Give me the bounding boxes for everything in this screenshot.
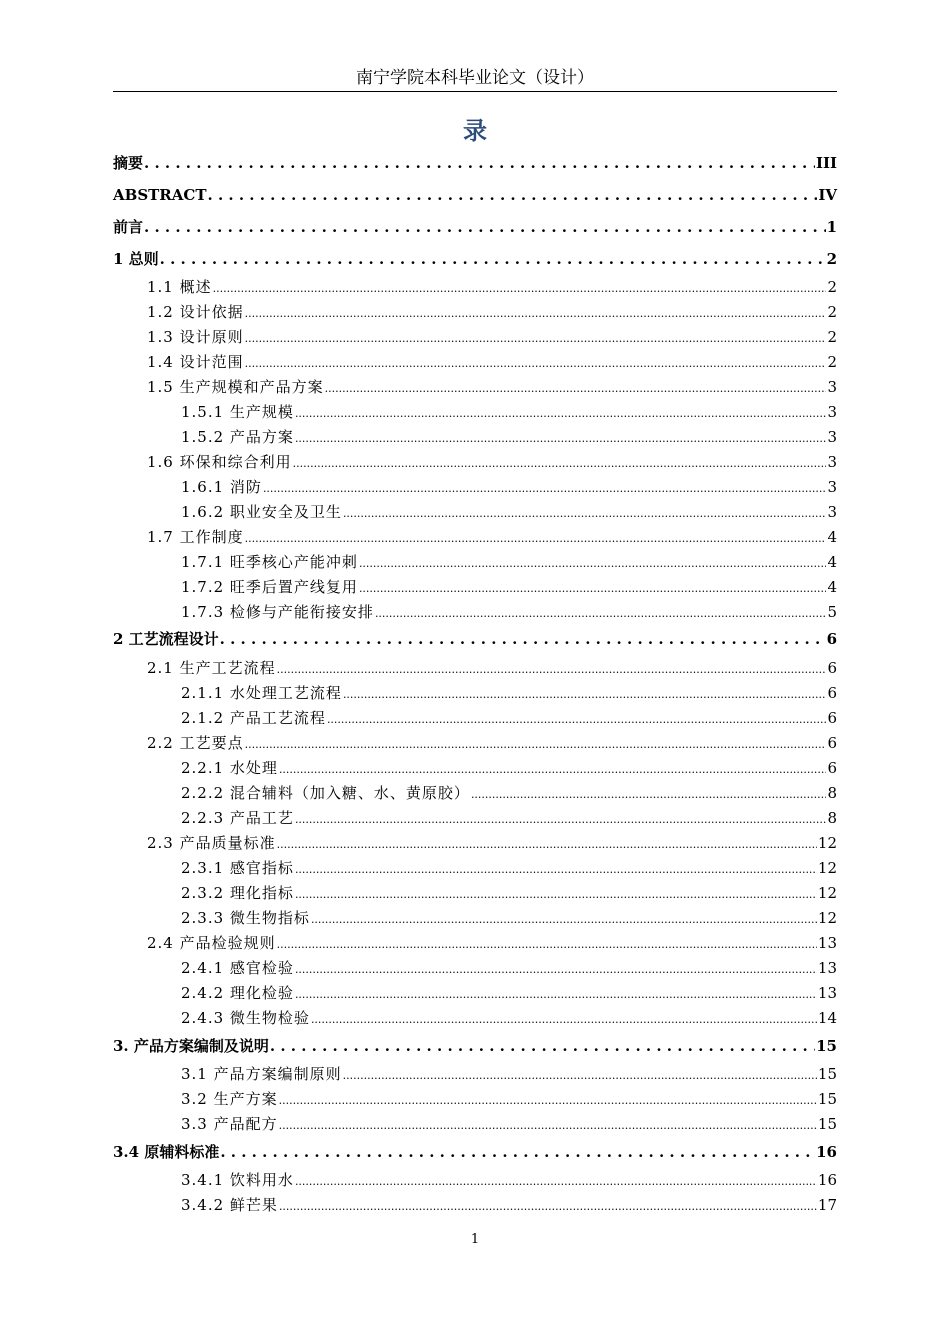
toc-entry[interactable] — [181, 907, 837, 929]
toc-entry[interactable] — [113, 1141, 837, 1163]
toc-entry-page: 12 — [817, 834, 837, 852]
toc-leader-dots — [208, 184, 818, 206]
page-header: 南宁学院本科毕业论文（设计） — [113, 66, 837, 92]
toc-leader-dots — [375, 601, 827, 625]
toc-leader-dots — [263, 476, 827, 500]
toc-entry-page: 6 — [826, 630, 837, 648]
toc-entry-title: 1.5 生产规模和产品方案 — [147, 378, 324, 396]
toc-entry[interactable] — [181, 1113, 837, 1135]
toc-entry[interactable] — [181, 957, 837, 979]
toc-entry-title: 1.5.2 产品方案 — [181, 428, 294, 446]
toc-entry[interactable] — [181, 401, 837, 423]
toc-leader-dots — [160, 248, 826, 270]
toc-entry[interactable] — [147, 657, 837, 679]
toc-leader-dots — [343, 682, 827, 706]
toc-entry-page: 3 — [827, 428, 837, 446]
toc-leader-dots — [270, 1035, 815, 1057]
toc-entry[interactable] — [147, 351, 837, 373]
toc-leader-dots — [245, 326, 827, 350]
toc-entry-title: 3.1 产品方案编制原则 — [181, 1065, 342, 1083]
toc-entry-title: 摘要 — [113, 154, 144, 172]
toc-entry[interactable] — [147, 526, 837, 548]
toc-entry-page: 2 — [827, 278, 837, 296]
toc-leader-dots — [295, 807, 827, 831]
toc-entry[interactable] — [181, 501, 837, 523]
toc-entry[interactable] — [147, 376, 837, 398]
toc-entry-title: 2.3 产品质量标准 — [147, 834, 276, 852]
toc-entry-title: 1.7.1 旺季核心产能冲刺 — [181, 553, 358, 571]
toc-leader-dots — [295, 426, 827, 450]
toc-entry-page: 3 — [827, 453, 837, 471]
toc-entry-title: 1.7.2 旺季后置产线复用 — [181, 578, 358, 596]
toc-entry[interactable] — [181, 426, 837, 448]
toc-leader-dots — [220, 1141, 815, 1163]
toc-entry-page: 12 — [817, 909, 837, 927]
toc-entry[interactable] — [181, 707, 837, 729]
toc-entry-page: 16 — [817, 1171, 837, 1189]
toc-entry-title: 2.4.2 理化检验 — [181, 984, 294, 1002]
toc-entry-title: 1.1 概述 — [147, 278, 212, 296]
toc-leader-dots — [295, 957, 817, 981]
toc-entry-page: 3 — [827, 478, 837, 496]
toc-entry-page: 14 — [817, 1009, 837, 1027]
toc-entry-title: 前言 — [113, 218, 144, 236]
toc-entry[interactable] — [181, 807, 837, 829]
toc-entry-title: 2.2.1 水处理 — [181, 759, 278, 777]
toc-entry-title: 2.4.3 微生物检验 — [181, 1009, 310, 1027]
toc-entry-title: 2.3.1 感官指标 — [181, 859, 294, 877]
toc-entry-page: 5 — [827, 603, 837, 621]
toc-entry[interactable] — [181, 757, 837, 779]
toc-entry-page: 13 — [817, 984, 837, 1002]
toc-entry-page: 8 — [827, 784, 837, 802]
toc-entry[interactable] — [147, 732, 837, 754]
toc-leader-dots — [327, 707, 827, 731]
toc-entry[interactable] — [181, 1169, 837, 1191]
toc-entry-title: 1.7 工作制度 — [147, 528, 244, 546]
toc-entry-page: 4 — [827, 578, 837, 596]
toc-entry[interactable] — [181, 1063, 837, 1085]
toc-leader-dots — [277, 657, 827, 681]
toc-entry[interactable] — [147, 326, 837, 348]
toc-leader-dots — [343, 1063, 817, 1087]
toc-entry-title: 2.4.1 感官检验 — [181, 959, 294, 977]
toc-leader-dots — [279, 1194, 817, 1218]
toc-entry-page: 16 — [816, 1143, 837, 1161]
toc-entry-title: 2.3.2 理化指标 — [181, 884, 294, 902]
toc-entry[interactable] — [181, 857, 837, 879]
toc-entry[interactable] — [181, 476, 837, 498]
toc-entry-page: III — [815, 154, 837, 172]
toc-leader-dots — [144, 152, 815, 174]
toc-leader-dots — [295, 857, 817, 881]
toc-entry-page: 17 — [817, 1196, 837, 1214]
toc-entry-page: 2 — [827, 303, 837, 321]
toc-entry-title: 3.3 产品配方 — [181, 1115, 278, 1133]
toc-leader-dots — [245, 526, 827, 550]
toc-title: 录 — [463, 116, 487, 145]
toc-leader-dots — [245, 351, 827, 375]
toc-entry-title: 3.4 原辅料标准 — [113, 1143, 220, 1161]
toc-entry[interactable] — [181, 1007, 837, 1029]
toc-entry[interactable] — [181, 882, 837, 904]
toc-entry-title: 2.2.3 产品工艺 — [181, 809, 294, 827]
toc-entry-page: 15 — [817, 1115, 837, 1133]
toc-entry[interactable] — [181, 601, 837, 623]
toc-entry-page: 15 — [816, 1037, 837, 1055]
toc-entry-page: 6 — [827, 734, 837, 752]
toc-leader-dots — [295, 1169, 817, 1193]
toc-entry-title: 3.2 生产方案 — [181, 1090, 278, 1108]
toc-entry[interactable] — [113, 184, 837, 206]
toc-entry[interactable] — [113, 628, 837, 650]
toc-leader-dots — [213, 276, 827, 300]
toc-entry[interactable] — [147, 451, 837, 473]
toc-entry-page: 6 — [827, 684, 837, 702]
toc-entry-page: 4 — [827, 528, 837, 546]
toc-leader-dots — [343, 501, 827, 525]
toc-entry-page: 2 — [826, 250, 837, 268]
toc-entry-page: 6 — [827, 659, 837, 677]
toc-entry-page: 6 — [827, 759, 837, 777]
toc-entry[interactable] — [113, 152, 837, 174]
toc-entry[interactable] — [181, 1088, 837, 1110]
toc-entry-page: 12 — [817, 859, 837, 877]
toc-entry-page: 6 — [827, 709, 837, 727]
toc-entry-title: 2.2.2 混合辅料（加入糖、水、黄原胶） — [181, 784, 470, 802]
toc-entry-title: 1.7.3 检修与产能衔接安排 — [181, 603, 374, 621]
toc-leader-dots — [279, 757, 827, 781]
toc-leader-dots — [359, 576, 827, 600]
toc-leader-dots — [311, 1007, 817, 1031]
toc-leader-dots — [144, 216, 826, 238]
toc-entry-title: 2.4 产品检验规则 — [147, 934, 276, 952]
toc-entry-page: 1 — [826, 218, 837, 236]
toc-entry-title: 2.1.2 产品工艺流程 — [181, 709, 326, 727]
toc-leader-dots — [471, 782, 827, 806]
toc-entry-title: 2.1 生产工艺流程 — [147, 659, 276, 677]
toc-entry-title: 1 总则 — [113, 250, 159, 268]
toc-entry[interactable] — [113, 216, 837, 238]
toc-entry-page: 4 — [827, 553, 837, 571]
toc-entry-title: 1.6.1 消防 — [181, 478, 262, 496]
toc-leader-dots — [279, 1113, 817, 1137]
toc-entry[interactable] — [181, 782, 837, 804]
toc-entry[interactable] — [181, 576, 837, 598]
toc-entry-page: 15 — [817, 1090, 837, 1108]
page-number: 1 — [470, 1232, 480, 1247]
toc-entry[interactable] — [181, 682, 837, 704]
toc-entry-page: 8 — [827, 809, 837, 827]
toc-entry[interactable] — [113, 248, 837, 270]
toc-leader-dots — [245, 732, 827, 756]
toc-leader-dots — [277, 832, 817, 856]
toc-entry-title: 1.5.1 生产规模 — [181, 403, 294, 421]
toc-entry-title: 1.3 设计原则 — [147, 328, 244, 346]
toc-leader-dots — [295, 401, 827, 425]
toc-leader-dots — [220, 628, 826, 650]
toc-entry-page: 15 — [817, 1065, 837, 1083]
toc-entry[interactable] — [147, 301, 837, 323]
toc-entry-page: 13 — [817, 959, 837, 977]
toc-entry-page: 3 — [827, 378, 837, 396]
toc-entry[interactable] — [113, 1035, 837, 1057]
toc-entry-page: 2 — [827, 328, 837, 346]
toc-entry[interactable] — [147, 832, 837, 854]
toc-entry-page: 2 — [827, 353, 837, 371]
toc-leader-dots — [295, 982, 817, 1006]
toc-leader-dots — [295, 882, 817, 906]
toc-entry-page: 12 — [817, 884, 837, 902]
toc-entry-title: 2.2 工艺要点 — [147, 734, 244, 752]
toc-entry[interactable] — [181, 551, 837, 573]
toc-entry-page: 3 — [827, 503, 837, 521]
toc-leader-dots — [245, 301, 827, 325]
toc-entry-title: 2 工艺流程设计 — [113, 630, 219, 648]
toc-entry-title: 1.2 设计依据 — [147, 303, 244, 321]
toc-entry-title: ABSTRACT — [113, 186, 207, 204]
toc-entry[interactable] — [147, 276, 837, 298]
toc-entry-title: 1.6 环保和综合利用 — [147, 453, 292, 471]
toc-entry[interactable] — [181, 982, 837, 1004]
toc-leader-dots — [311, 907, 817, 931]
toc-entry-page: 3 — [827, 403, 837, 421]
toc-entry-title: 1.4 设计范围 — [147, 353, 244, 371]
toc-entry[interactable] — [181, 1194, 837, 1216]
toc-entry-title: 2.1.1 水处理工艺流程 — [181, 684, 342, 702]
toc-entry-page: IV — [818, 186, 837, 204]
toc-entry-title: 3.4.2 鲜芒果 — [181, 1196, 278, 1214]
toc-leader-dots — [277, 932, 817, 956]
toc-entry[interactable] — [147, 932, 837, 954]
toc-leader-dots — [325, 376, 827, 400]
toc-leader-dots — [279, 1088, 817, 1112]
toc-leader-dots — [293, 451, 827, 475]
toc-entry-title: 3.4.1 饮料用水 — [181, 1171, 294, 1189]
toc-entry-title: 2.3.3 微生物指标 — [181, 909, 310, 927]
toc-entry-title: 1.6.2 职业安全及卫生 — [181, 503, 342, 521]
toc-entry-title: 3. 产品方案编制及说明 — [113, 1037, 269, 1055]
toc-entry-page: 13 — [817, 934, 837, 952]
toc-leader-dots — [359, 551, 827, 575]
